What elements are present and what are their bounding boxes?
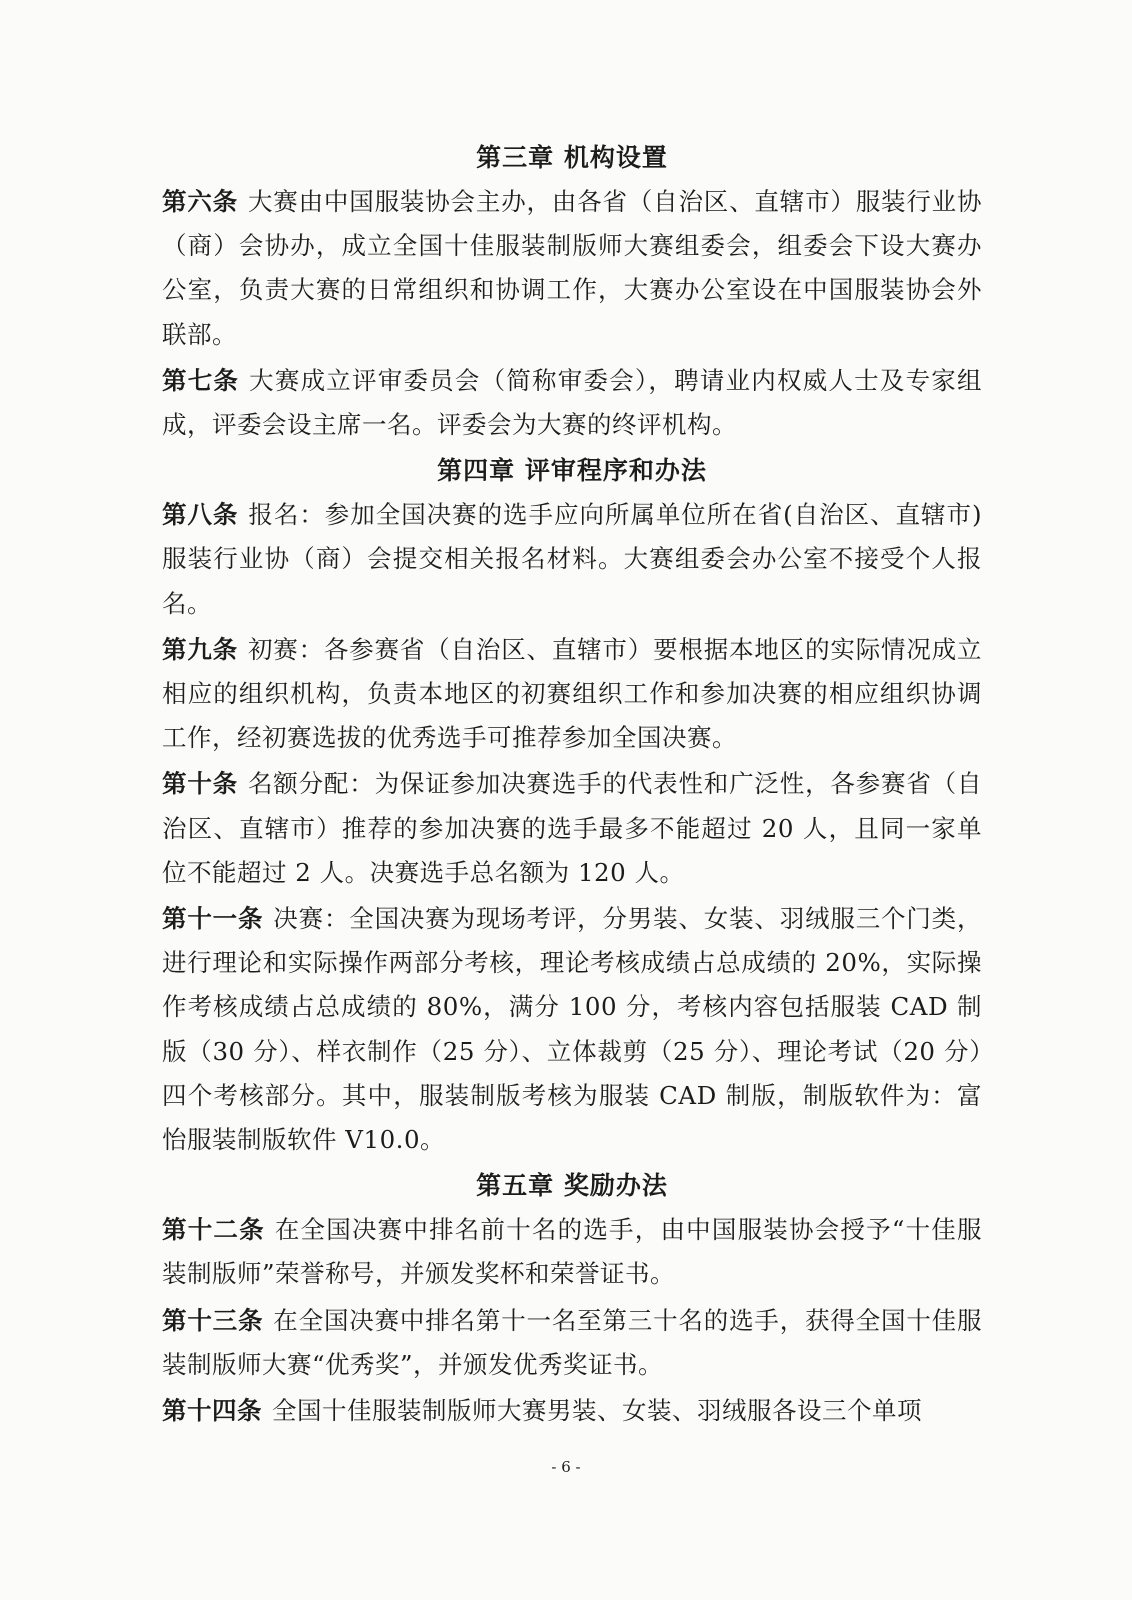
article-label: 第六条 <box>162 187 238 216</box>
article-text: 大赛由中国服装协会主办，由各省（自治区、直辖市）服装行业协（商）会协办，成立全国十佳服装制版师大赛组委会，组委会下设大赛办公室，负责大赛的日常组织和协调工作，大赛办公室设在中国服装协会外联部。 <box>162 187 982 349</box>
article-text: 初赛：各参赛省（自治区、直辖市）要根据本地区的实际情况成立相应的组织机构，负责本地区的初赛组织工作和参加决赛的相应组织协调工作，经初赛选拔的优秀选手可推荐参加全国决赛。 <box>162 634 982 753</box>
article-label: 第九条 <box>162 634 238 664</box>
article <box>162 493 982 626</box>
article <box>162 628 982 761</box>
article <box>162 1389 982 1433</box>
article <box>162 762 982 895</box>
article-label: 第七条 <box>162 365 240 395</box>
article <box>162 180 982 357</box>
article-text: 在全国决赛中排名第十一名至第三十名的选手，获得全国十佳服装制版师大赛“优秀奖”，并颁发优秀奖证书。 <box>162 1305 983 1379</box>
article <box>162 897 982 1162</box>
article-label: 第十三条 <box>162 1305 264 1335</box>
article-text: 决赛：全国决赛为现场考评，分男装、女装、羽绒服三个门类，进行理论和实际操作两部分考核，理论考核成绩占总成绩的 20%，实际操作考核成绩占总成绩的 80%，满分 100 分，考核内容包括服装 CAD 制版（30 分）、样衣制作（25 分）、立体裁剪（25 分）、理论考试（20 分）四个考核部分。其中，服装制版考核为服装 CAD 制版，制版软件为：富怡服装制版软件 V10.0。 <box>162 904 983 1155</box>
chapter-heading: 第三章 机构设置 <box>476 143 668 172</box>
article-label: 第八条 <box>162 500 239 530</box>
article <box>162 1299 982 1387</box>
article-text: 报名：参加全国决赛的选手应向所属单位所在省(自治区、直辖市)服装行业协（商）会提交相关报名材料。大赛组委会办公室不接受个人报名。 <box>162 500 983 618</box>
article <box>162 1208 982 1296</box>
article-text: 大赛成立评审委员会（简称审委会），聘请业内权威人士及专家组成，评委会设主席一名。评委会为大赛的终评机构。 <box>162 365 982 440</box>
article-text: 在全国决赛中排名前十名的选手，由中国服装协会授予“十佳服装制版师”荣誉称号，并颁发奖杯和荣誉证书。 <box>162 1215 983 1289</box>
article-label: 第十二条 <box>162 1215 265 1245</box>
document-body <box>162 136 982 1435</box>
article-label: 第十条 <box>162 769 238 799</box>
chapter-heading: 第五章 奖励办法 <box>476 1171 668 1201</box>
chapter-heading: 第四章 评审程序和办法 <box>437 456 707 486</box>
article-label: 第十四条 <box>162 1396 262 1426</box>
article-label: 第十一条 <box>162 904 264 934</box>
article-text: 名额分配：为保证参加决赛选手的代表性和广泛性，各参赛省（自治区、直辖市）推荐的参加决赛的选手最多不能超过 20 人，且同一家单位不能超过 2 人。决赛选手总名额为 120 人。 <box>162 769 982 887</box>
article <box>162 359 982 447</box>
article-text: 全国十佳服装制版师大赛男装、女装、羽绒服各设三个单项 <box>272 1396 922 1426</box>
page-number: - 6 - <box>551 1458 581 1476</box>
